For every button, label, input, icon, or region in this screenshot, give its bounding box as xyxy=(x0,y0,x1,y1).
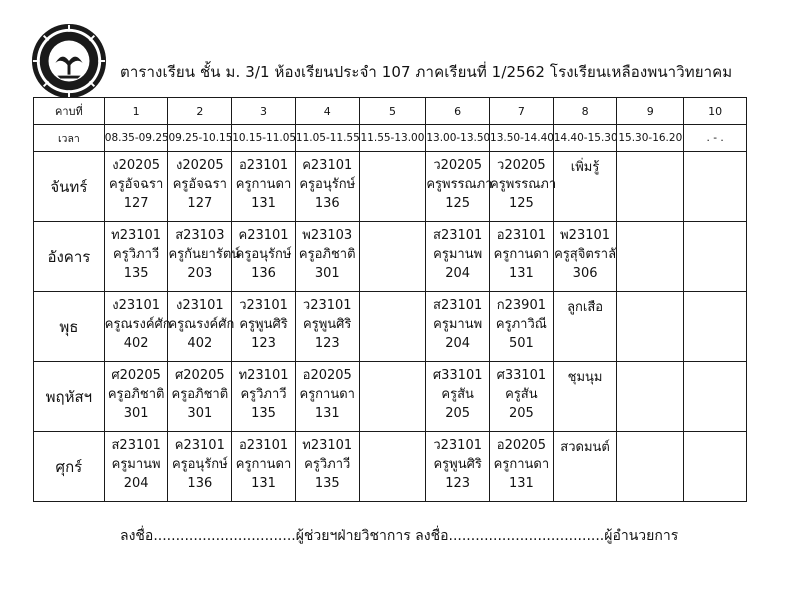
activity-name: ชุมนุม xyxy=(567,370,603,385)
subject-code: ง23101 xyxy=(112,298,160,313)
subject-code: ง20205 xyxy=(175,158,224,173)
day-name: พุธ xyxy=(34,292,105,362)
day-row xyxy=(34,222,747,292)
teacher-name: ครูวิภาวี xyxy=(304,457,351,472)
teacher-name: ครูมานพ xyxy=(111,457,161,472)
period-number: 3 xyxy=(232,98,296,125)
class-cell xyxy=(104,222,168,292)
teacher-name: ครูพรรณภา xyxy=(490,177,557,192)
teacher-name: ครูกานดา xyxy=(493,457,550,472)
subject-code: ส23101 xyxy=(433,228,483,243)
class-cell xyxy=(104,432,168,502)
teacher-name: ครูณรงค์ศัก xyxy=(168,317,235,332)
time-slot: 13.00-13.50 xyxy=(426,125,490,152)
teacher-name: ครูสัน xyxy=(441,387,474,402)
class-cell xyxy=(617,292,684,362)
subject-code: ว23101 xyxy=(302,298,352,313)
teacher-name: ครูกานดา xyxy=(299,387,355,402)
class-cell xyxy=(295,432,359,502)
room-number: 402 xyxy=(123,336,149,351)
class-cell xyxy=(617,152,684,222)
time-slot: 13.50-14.40 xyxy=(490,125,554,152)
class-cell xyxy=(232,292,296,362)
teacher-name: ครูกานดา xyxy=(493,247,550,262)
teacher-name: ครูอภิชาติ xyxy=(171,387,229,402)
class-cell xyxy=(232,362,296,432)
class-cell xyxy=(684,152,747,222)
signature-line: ลงชื่อ................................ผู้ช่วยฯฝ่ายวิชาการ ลงชื่อ...................................ผู้อำนวยการ xyxy=(120,528,679,544)
time-slot: 11.55-13.00 xyxy=(359,125,426,152)
subject-code: อ23101 xyxy=(238,438,289,453)
class-cell xyxy=(490,362,554,432)
subject-code: ส23101 xyxy=(433,298,483,313)
class-cell xyxy=(168,292,235,362)
teacher-name: ครูพูนศิริ xyxy=(303,317,352,332)
class-cell xyxy=(168,152,232,222)
school-emblem-logo xyxy=(30,22,108,100)
day-name: ศุกร์ xyxy=(34,432,105,502)
period-number: 6 xyxy=(426,98,490,125)
teacher-name: ครูสัน xyxy=(505,387,538,402)
class-cell xyxy=(490,222,554,292)
class-cell xyxy=(426,362,490,432)
time-slot: 15.30-16.20 xyxy=(617,125,684,152)
teacher-name: ครูวิภาวี xyxy=(113,247,160,262)
class-cell xyxy=(553,432,617,502)
subject-code: อ23101 xyxy=(238,158,289,173)
class-cell xyxy=(684,362,747,432)
subject-code: ก23901 xyxy=(496,298,546,313)
time-slot: 09.25-10.15 xyxy=(168,125,232,152)
time-slot: 11.05-11.55 xyxy=(295,125,359,152)
subject-code: ง20205 xyxy=(112,158,160,173)
teacher-name: ครูอัจฉรา xyxy=(109,177,164,192)
subject-code: ศ33101 xyxy=(496,368,547,383)
teacher-name: ครูพูนศิริ xyxy=(433,457,482,472)
class-cell xyxy=(295,292,359,362)
subject-code: ศ20205 xyxy=(175,368,225,383)
subject-code: ศ20205 xyxy=(111,368,161,383)
period-header-label: คาบที่ xyxy=(34,98,105,125)
class-cell xyxy=(232,152,296,222)
activity-name: สวดมนต์ xyxy=(560,440,610,455)
activity-name: เพิ่มรู้ xyxy=(570,160,600,175)
timetable xyxy=(33,97,747,502)
class-cell xyxy=(426,222,490,292)
day-row xyxy=(34,362,747,432)
time-header-label: เวลา xyxy=(34,125,105,152)
subject-code: ท23101 xyxy=(238,368,289,383)
day-row xyxy=(34,152,747,222)
room-number: 204 xyxy=(445,336,471,351)
subject-code: ค23101 xyxy=(238,228,289,243)
subject-code: ท23101 xyxy=(302,438,353,453)
class-cell xyxy=(295,152,359,222)
room-number: 501 xyxy=(508,336,534,351)
room-number: 136 xyxy=(251,266,276,281)
class-cell xyxy=(426,432,490,502)
teacher-name: ครูอนุรักษ์ xyxy=(235,247,292,262)
class-cell xyxy=(684,292,747,362)
class-cell xyxy=(553,362,617,432)
teacher-name: ครูมานพ xyxy=(433,247,483,262)
class-cell xyxy=(232,432,296,502)
period-number: 2 xyxy=(168,98,232,125)
class-cell xyxy=(359,292,426,362)
class-cell xyxy=(295,222,359,292)
room-number: 301 xyxy=(123,406,149,421)
class-cell xyxy=(104,362,168,432)
class-cell xyxy=(359,432,426,502)
period-number: 5 xyxy=(359,98,426,125)
class-cell xyxy=(359,152,426,222)
class-cell xyxy=(617,222,684,292)
period-number: 1 xyxy=(104,98,168,125)
subject-code: ส23103 xyxy=(175,228,225,243)
subject-code: ง23101 xyxy=(175,298,224,313)
room-number: 203 xyxy=(187,266,213,281)
subject-code: ค23101 xyxy=(174,438,225,453)
teacher-name: ครูอภิชาติ xyxy=(107,387,165,402)
room-number: 127 xyxy=(123,196,149,211)
document-title: ตารางเรียน ชั้น ม. 3/1 ห้องเรียนประจำ 107 ภาคเรียนที่ 1/2562 โรงเรียนเหลืองพนาวิทยาคม xyxy=(120,63,733,81)
room-number: 131 xyxy=(508,266,534,281)
room-number: 205 xyxy=(508,406,534,421)
class-cell xyxy=(684,432,747,502)
teacher-name: ครูอัจฉรา xyxy=(172,177,227,192)
activity-name: ลูกเสือ xyxy=(567,300,604,315)
class-cell xyxy=(104,292,171,362)
class-cell xyxy=(168,432,232,502)
time-slot: 08.35-09.25 xyxy=(104,125,168,152)
class-cell xyxy=(426,292,490,362)
period-header-row xyxy=(34,98,747,125)
subject-code: ว20205 xyxy=(497,158,546,173)
subject-code: อ23101 xyxy=(496,228,546,243)
subject-code: พ23101 xyxy=(560,228,611,243)
room-number: 123 xyxy=(445,476,471,491)
room-number: 131 xyxy=(251,476,276,491)
room-number: 136 xyxy=(187,476,213,491)
teacher-name: ครูอนุรักษ์ xyxy=(299,177,356,192)
class-cell xyxy=(168,222,241,292)
room-number: 301 xyxy=(187,406,213,421)
class-cell xyxy=(553,292,617,362)
day-row xyxy=(34,292,747,362)
room-number: 306 xyxy=(572,266,598,281)
class-cell xyxy=(359,362,426,432)
subject-code: อ20205 xyxy=(496,438,546,453)
subject-code: ศ33101 xyxy=(432,368,483,383)
subject-code: ว23101 xyxy=(239,298,288,313)
class-cell xyxy=(104,152,168,222)
teacher-name: ครูพูนศิริ xyxy=(239,317,288,332)
time-slot: 14.40-15.30 xyxy=(553,125,617,152)
time-slot: . - . xyxy=(684,125,747,152)
period-number: 7 xyxy=(490,98,554,125)
teacher-name: ครูณรงค์ศัก xyxy=(104,317,171,332)
day-row xyxy=(34,432,747,502)
room-number: 402 xyxy=(187,336,213,351)
room-number: 135 xyxy=(251,406,276,421)
teacher-name: ครูอนุรักษ์ xyxy=(171,457,228,472)
subject-code: ว20205 xyxy=(433,158,482,173)
room-number: 125 xyxy=(508,196,534,211)
room-number: 127 xyxy=(187,196,213,211)
period-number: 10 xyxy=(684,98,747,125)
subject-code: พ23103 xyxy=(302,228,353,243)
room-number: 135 xyxy=(314,476,340,491)
room-number: 136 xyxy=(314,196,340,211)
class-cell xyxy=(426,152,493,222)
subject-code: ว23101 xyxy=(433,438,482,453)
room-number: 301 xyxy=(314,266,340,281)
class-cell xyxy=(490,432,554,502)
room-number: 131 xyxy=(508,476,534,491)
day-name: พฤหัสฯ xyxy=(34,362,105,432)
period-number: 8 xyxy=(553,98,617,125)
day-name: จันทร์ xyxy=(34,152,105,222)
day-name: อังคาร xyxy=(34,222,105,292)
class-cell xyxy=(553,152,617,222)
class-cell xyxy=(617,432,684,502)
class-cell xyxy=(490,152,557,222)
time-row xyxy=(34,125,747,152)
time-slot: 10.15-11.05 xyxy=(232,125,296,152)
room-number: 135 xyxy=(123,266,149,281)
teacher-name: ครูอภิชาติ xyxy=(298,247,356,262)
room-number: 123 xyxy=(251,336,276,351)
teacher-name: ครูกันยารัตน์ xyxy=(168,247,241,262)
class-cell xyxy=(684,222,747,292)
class-cell xyxy=(232,222,296,292)
teacher-name: ครูพรรณภา xyxy=(426,177,493,192)
subject-code: ค23101 xyxy=(302,158,353,173)
room-number: 123 xyxy=(314,336,340,351)
teacher-name: ครูกานดา xyxy=(235,177,292,192)
class-cell xyxy=(617,362,684,432)
room-number: 131 xyxy=(251,196,276,211)
subject-code: ส23101 xyxy=(111,438,161,453)
subject-code: ท23101 xyxy=(111,228,162,243)
class-cell xyxy=(359,222,426,292)
class-cell xyxy=(295,362,359,432)
room-number: 204 xyxy=(445,266,471,281)
teacher-name: ครูสุจิตราลั xyxy=(554,247,617,262)
class-cell xyxy=(168,362,232,432)
period-number: 4 xyxy=(295,98,359,125)
class-cell xyxy=(553,222,617,292)
period-number: 9 xyxy=(617,98,684,125)
room-number: 131 xyxy=(314,406,340,421)
teacher-name: ครูกานดา xyxy=(235,457,292,472)
class-cell xyxy=(490,292,554,362)
room-number: 204 xyxy=(123,476,149,491)
subject-code: อ20205 xyxy=(302,368,352,383)
teacher-name: ครูภาวิณี xyxy=(495,317,547,332)
teacher-name: ครูมานพ xyxy=(433,317,483,332)
room-number: 205 xyxy=(445,406,471,421)
room-number: 125 xyxy=(445,196,471,211)
teacher-name: ครูวิภาวี xyxy=(240,387,287,402)
